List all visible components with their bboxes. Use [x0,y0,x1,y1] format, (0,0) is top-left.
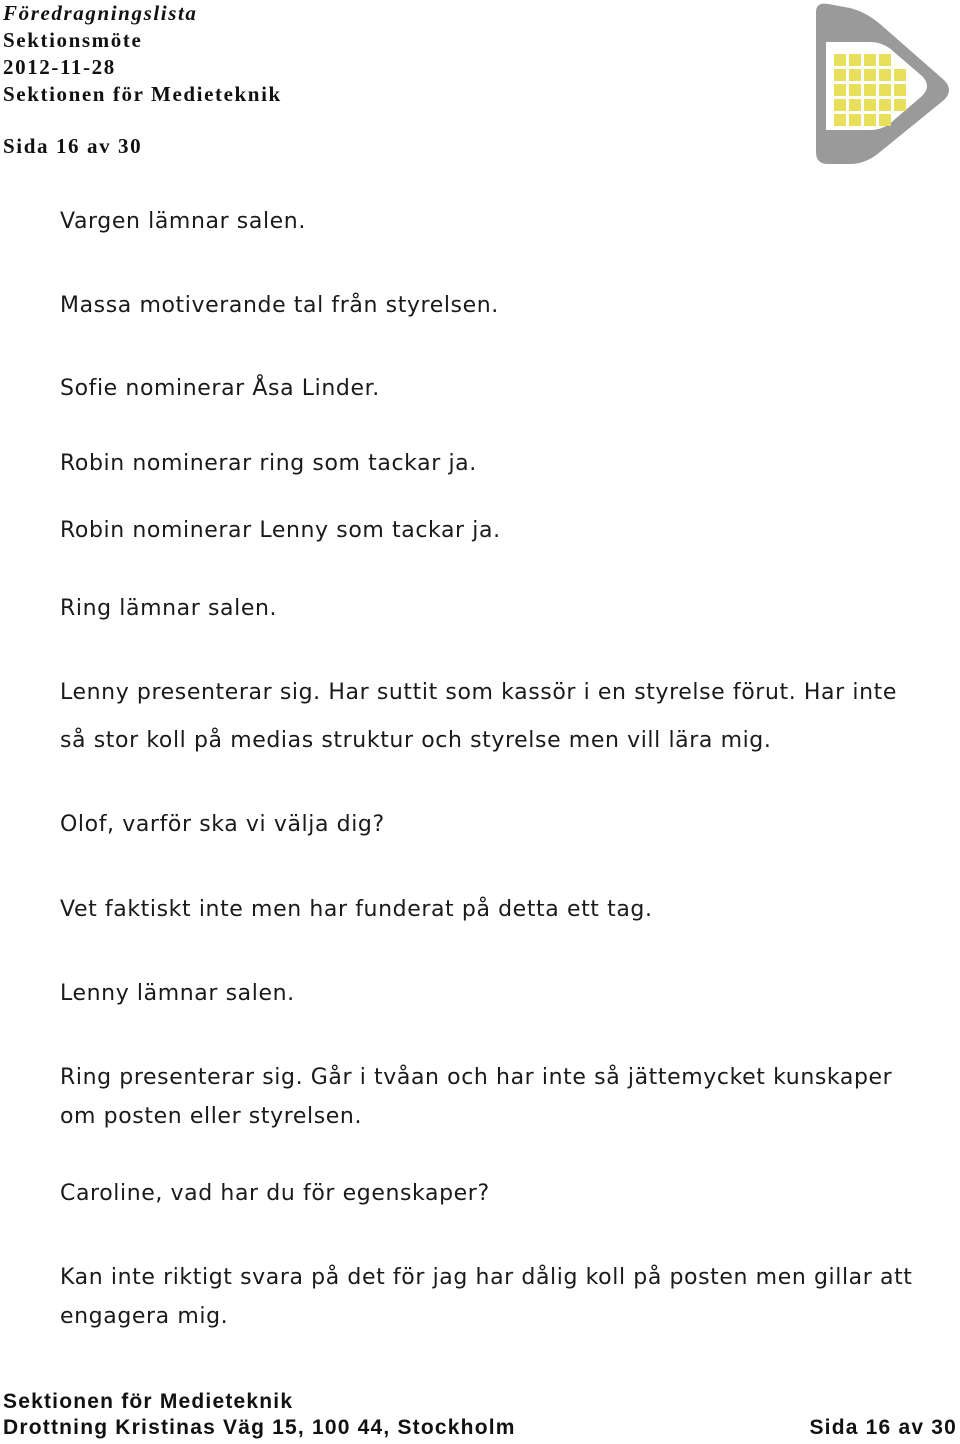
logo-grid-square [849,69,861,81]
paragraph: Olof, varför ska vi välja dig? [60,812,385,837]
logo-grid-square [879,114,891,126]
organization-label: Sektionen för Medieteknik [3,82,282,106]
logo-grid-square [849,99,861,111]
footer-organization: Sektionen för Medieteknik [3,1390,294,1413]
footer [3,1416,957,1440]
paragraph: Kan inte riktigt svara på det för jag har dålig koll på posten men gillar att [60,1265,913,1290]
logo-grid-square [894,69,906,81]
document-header [3,0,282,160]
meeting-label: Sektionsmöte [3,28,143,52]
medieteknik-logo-icon [810,2,954,166]
paragraph: Lenny presenterar sig. Har suttit som kassör i en styrelse förut. Har inte [60,680,897,705]
logo-grid-square [864,114,876,126]
paragraph: engagera mig. [60,1304,229,1329]
logo-grid-square [894,84,906,96]
paragraph: Robin nominerar ring som tackar ja. [60,451,477,476]
logo-grid-square [834,114,846,126]
logo-grid-square [849,84,861,96]
paragraph: Caroline, vad har du för egenskaper? [60,1181,490,1206]
paragraph: om posten eller styrelsen. [60,1104,363,1129]
logo-grid-square [879,84,891,96]
logo-grid-square [834,69,846,81]
paragraph: Vargen lämnar salen. [60,209,306,234]
paragraph: Massa motiverande tal från styrelsen. [60,293,499,318]
paragraph: Robin nominerar Lenny som tackar ja. [60,518,501,543]
logo-grid-square [834,99,846,111]
paragraph: Sofie nominerar Åsa Linder. [60,376,380,401]
logo-grid-square [849,114,861,126]
logo-grid-square [864,99,876,111]
logo-grid-square [849,54,861,66]
page-number: Sida 16 av 30 [3,134,143,158]
logo-grid-square [864,54,876,66]
paragraph: Vet faktiskt inte men har funderat på detta ett tag. [60,897,653,922]
logo-grid-square [834,54,846,66]
footer-page-number: Sida 16 av 30 [809,1416,957,1439]
paragraph: Lenny lämnar salen. [60,981,295,1006]
logo-grid-square [879,99,891,111]
logo-grid-square [834,84,846,96]
logo-grid-square [864,69,876,81]
logo-grid-square [864,84,876,96]
paragraph: Ring lämnar salen. [60,596,278,621]
meeting-date: 2012-11-28 [3,55,116,79]
paragraph: så stor koll på medias struktur och styrelse men vill lära mig. [60,728,772,753]
logo-grid-square [879,54,891,66]
footer-address: Drottning Kristinas Väg 15, 100 44, Stockholm [3,1416,516,1439]
logo-grid-square [879,69,891,81]
logo-grid-square [894,99,906,111]
paragraph: Ring presenterar sig. Går i tvåan och har inte så jättemycket kunskaper [60,1065,893,1090]
doc-type-label: Föredragningslista [3,1,198,25]
